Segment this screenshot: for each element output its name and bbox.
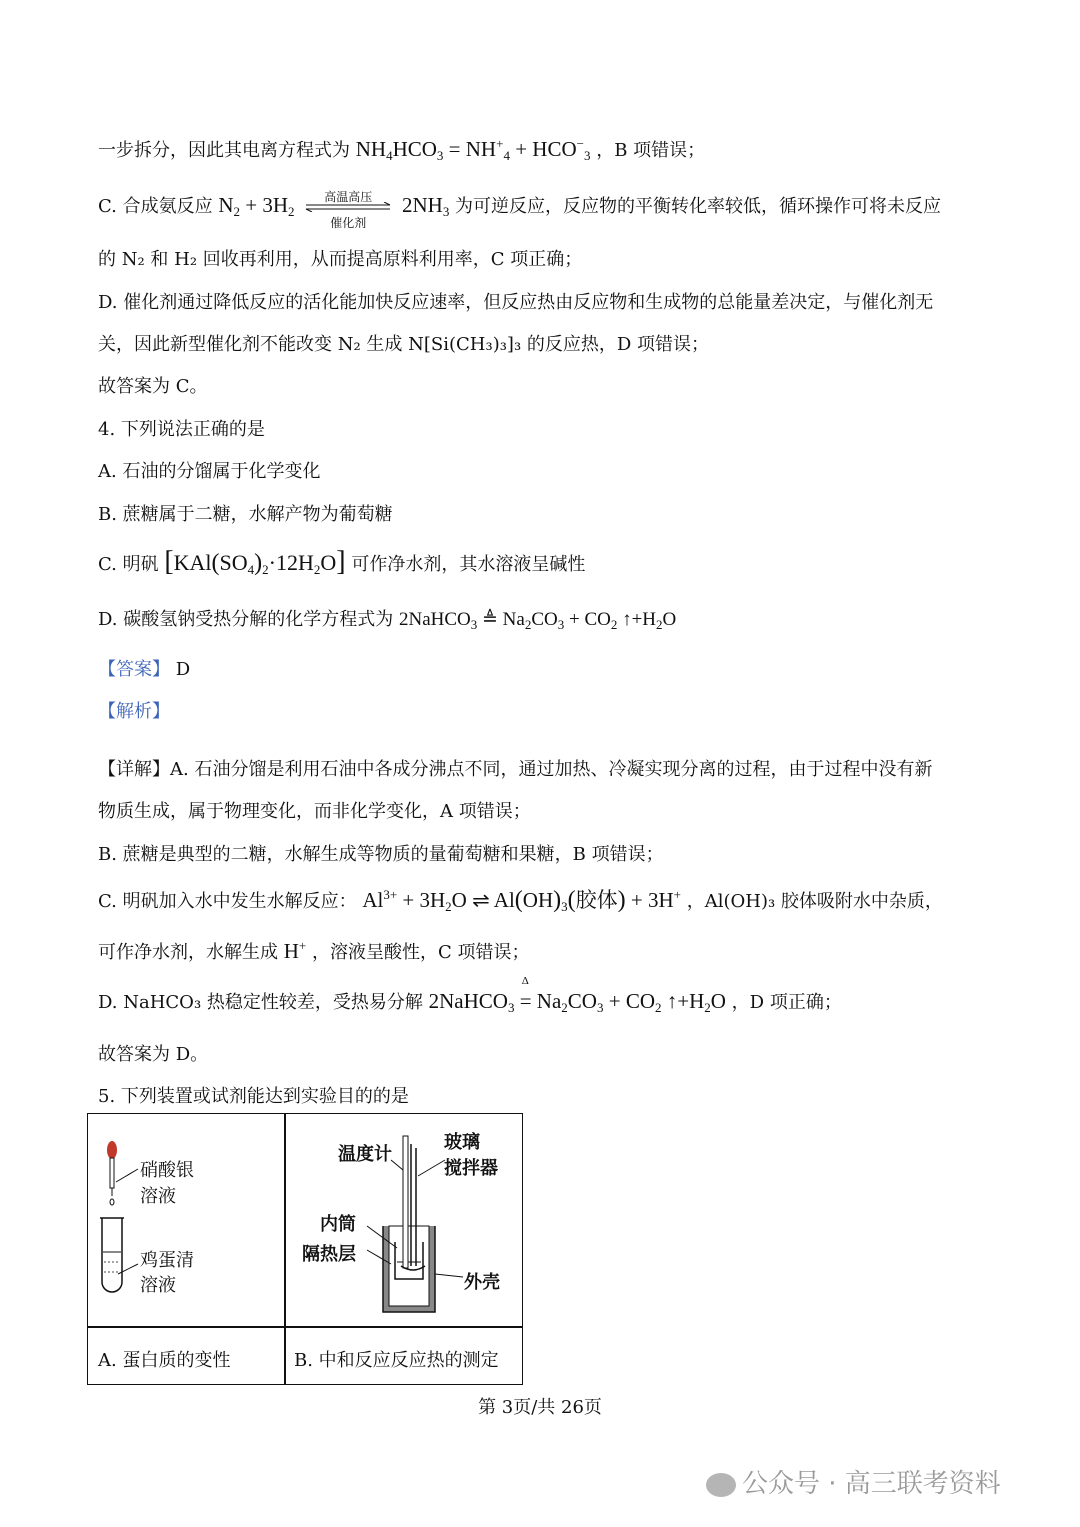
analysis-tag: 【解析】 [98, 701, 170, 722]
label-egg-white: 鸡蛋清 [140, 1250, 194, 1271]
text: ，B 项错误； [596, 140, 706, 161]
detail-6: D. NaHCO₃ 热稳定性较差，受热易分解 2NaHCO$_3$ Δ = $Na_2CO_3 + CO_2$ $↑+H_2O$ ，D 项正确； [98, 975, 842, 1015]
text: C. 合成氨反应 [98, 196, 213, 217]
line-6: 故答案为 C。 [98, 376, 208, 397]
detail-4: C. 明矾加入水中发生水解反应： $Al^{3+} + 3H_2O$ ⇌ $Al(OH)_3$(胶体) + 3H+ ，Al(OH)₃ 胶体吸附水中杂质， [98, 887, 943, 914]
watermark: 公众号 · 高三联考资料 [706, 1463, 1001, 1500]
answer-value: D [175, 659, 191, 680]
label-insulation: 隔热层 [302, 1244, 356, 1265]
equation: 2NaHCO$_3$ Δ = $Na_2CO_3 + CO_2$ $↑+H_2O$ [428, 975, 726, 1015]
answer [98, 655, 190, 681]
divider [88, 1326, 522, 1328]
detail-7: 故答案为 D。 [98, 1044, 209, 1065]
detail-5: 可作净水剂，水解生成 H+ ，溶液呈酸性，C 项错误； [98, 938, 530, 963]
equation: $2NH_3$ [401, 193, 450, 219]
equation: $NH_4HCO_3 = NH^+_4 + HCO^-_3$ [355, 136, 591, 163]
apparatus-table [87, 1113, 523, 1385]
equation: $N_2 + 3H_2$ [218, 193, 295, 219]
formula: H+ [283, 938, 307, 963]
detail-3: B. 蔗糖是典型的二糖，水解生成等物质的量葡萄糖和果糖，B 项错误； [98, 844, 664, 865]
label-outer-shell: 外壳 [464, 1272, 500, 1293]
double-arrow-icon [302, 202, 394, 212]
q4-option-b: B. 蔗糖属于二糖，水解产物为葡萄糖 [98, 504, 393, 525]
dropper-testtube-figure [88, 1114, 284, 1326]
text: 一步拆分，因此其电离方程式为 [98, 140, 350, 161]
line-1 [98, 136, 705, 162]
formula: $[KAl(SO_4)_2\cdot 12H_2O]$ [164, 546, 346, 577]
page-footer: 第 3页/共 26页 [478, 1397, 602, 1418]
line-2 [98, 190, 942, 230]
wechat-icon [706, 1473, 736, 1497]
label-inner-cup: 内筒 [320, 1214, 356, 1235]
label-solution: 溶液 [140, 1186, 176, 1207]
label-glass: 玻璃 [444, 1132, 480, 1153]
question-5: 5. 下列装置或试剂能达到实验目的的是 [98, 1086, 409, 1107]
q4-option-d: D. 碳酸氢钠受热分解的化学方程式为 2NaHCO$_3$ ≜ $Na_2CO_3 + CO_2$ $↑+H_2O$ [98, 609, 677, 632]
label-silver-nitrate: 硝酸银 [140, 1160, 194, 1181]
detail-1: 【详解】A. 石油分馏是利用石油中各成分沸点不同，通过加热、冷凝实现分离的过程，由于过程中没有新 [98, 759, 933, 780]
text: 为可逆反应，反应物的平衡转化率较低，循环操作可将未反应 [455, 196, 942, 217]
caption-a: A. 蛋白质的变性 [98, 1350, 231, 1371]
reversible-arrow: 高温高压 催化剂 [302, 192, 394, 222]
label-thermometer: 温度计 [338, 1144, 392, 1165]
label-solution: 溶液 [140, 1275, 176, 1296]
line-3: 的 N₂ 和 H₂ 回收再利用，从而提高原料利用率，C 项正确； [98, 249, 583, 270]
line-5: 关，因此新型催化剂不能改变 N₂ 生成 N[Si(CH₃)₃]₃ 的反应热，D 项错误； [98, 334, 710, 355]
equation: 2NaHCO$_3$ ≜ $Na_2CO_3 + CO_2$ $↑+H_2O$ [398, 609, 677, 632]
q4-option-a: A. 石油的分馏属于化学变化 [98, 461, 321, 482]
caption-b: B. 中和反应反应热的测定 [294, 1350, 499, 1371]
answer-tag: 【答案】 [98, 659, 170, 680]
q4-option-c: C. 明矾 $[KAl(SO_4)_2\cdot 12H_2O]$ 可作净水剂，其水溶液呈碱性 [98, 546, 586, 577]
detail-2: 物质生成，属于物理变化，而非化学变化，A 项错误； [98, 801, 531, 822]
equation: $Al^{3+} + 3H_2O$ ⇌ $Al(OH)_3$(胶体) + 3H+ [362, 887, 681, 914]
question-4: 4. 下列说法正确的是 [98, 419, 265, 440]
label-stirrer: 搅拌器 [444, 1158, 498, 1179]
line-4: D. 催化剂通过降低反应的活化能加快反应速率，但反应热由反应物和生成物的总能量差决定，与催化剂无 [98, 292, 934, 313]
